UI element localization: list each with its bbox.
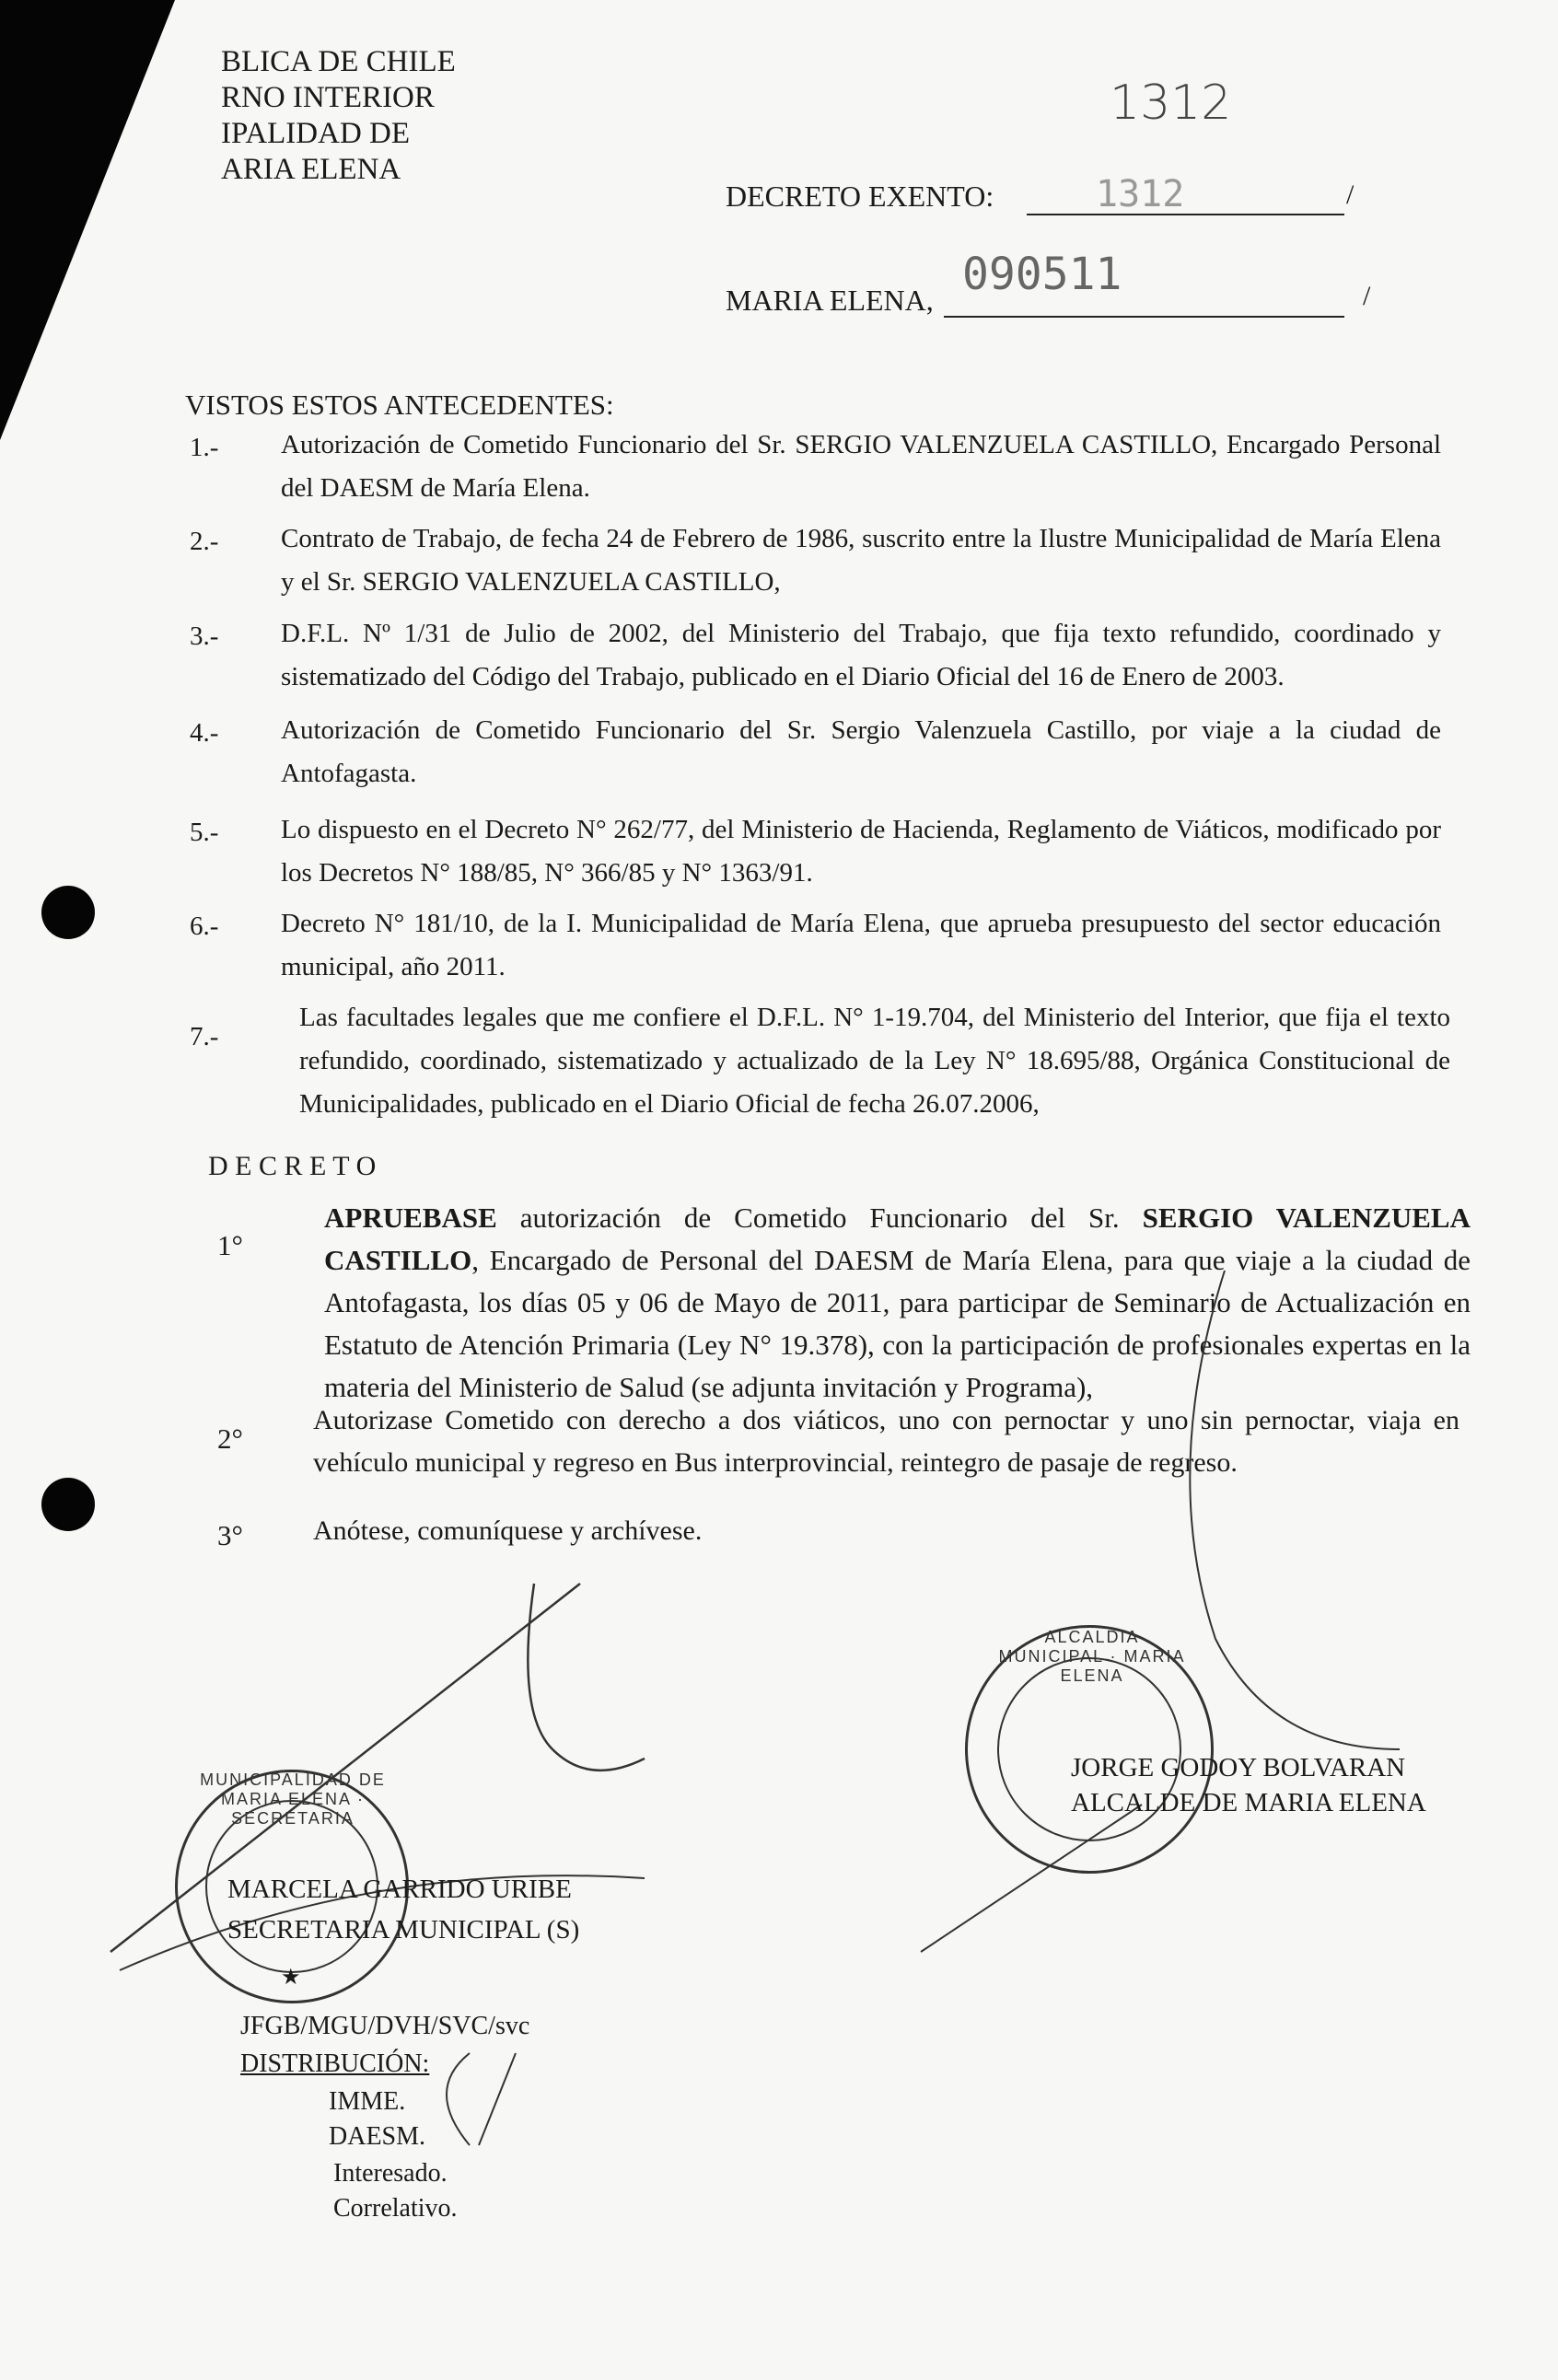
list-item: Contrato de Trabajo, de fecha 24 de Febrero de 1986, suscrito entre la Ilustre Municipalidad de María Elena y el Sr. SERGIO VALENZUELA CASTILLO,: [281, 524, 1441, 597]
distribution-item: Correlativo.: [333, 2194, 458, 2223]
item-number: 4.-: [190, 718, 219, 748]
handwritten-number: 1312: [1110, 75, 1232, 131]
exento-label: DECRETO EXENTO:: [726, 180, 994, 213]
list-item: Lo dispuesto en el Decreto N° 262/77, del Ministerio de Hacienda, Reglamento de Viáticos, modificado por los Decretos N° 188/85, N° 366/85 y N° 1363/91.: [281, 815, 1441, 888]
list-item: D.F.L. Nº 1/31 de Julio de 2002, del Ministerio del Trabajo, que fija texto refundido, coordinado y sistematizado del Código del Trabajo, publicado en el Diario Oficial del 16 de Enero de 2003.: [281, 619, 1441, 691]
decree-number: 2°: [217, 1422, 243, 1455]
stamp-text: ALCALDIA MUNICIPAL · MARIA ELENA: [998, 1628, 1186, 1685]
list-item: Las facultades legales que me confiere el D.F.L. N° 1-19.704, del Ministerio del Interior, que fija el texto refundido, coordinado, sistematizado y actualizado de la Ley N° 18.695/88, Orgánica Constitucional de Municipalidades, publicado en el Diario Oficial de fecha 26.07.2006,: [299, 1003, 1450, 1119]
item-number: 7.-: [190, 1022, 219, 1051]
vistos-title: VISTOS ESTOS ANTECEDENTES:: [185, 389, 614, 421]
decree-article: Autorizase Cometido con derecho a dos viáticos, uno con pernoctar y uno sin pernoctar, viaja en vehículo municipal y regreso en Bus interprovincial, reintegro de pasaje de regreso.: [313, 1405, 1459, 1478]
header-line: IPALIDAD DE: [221, 117, 411, 150]
item-number: 5.-: [190, 818, 219, 847]
article-text: , Encargado de Personal del DAESM de María Elena, para que viaje a la ciudad de Antofagasta, los días 05 y 06 de Mayo de 2011, para participar de Seminario de Actualización en Estatuto de Atención Primaria (Ley N° 19.378), con la participación de profesionales expertas en la materia del Ministerio de Salud (se adjunta invitación y Programa),: [324, 1244, 1471, 1403]
bold-name: SERGIO VALENZUELA CASTILLO: [324, 1202, 1471, 1276]
decree-number: 1°: [217, 1229, 243, 1261]
item-number: 3.-: [190, 621, 219, 651]
decreto-title: D E C R E T O: [208, 1151, 377, 1181]
header-line: BLICA DE CHILE: [221, 45, 456, 78]
header-line: ARIA ELENA: [221, 153, 401, 186]
date-stamp: 090511: [962, 249, 1122, 300]
secretary-name: MARCELA GARRIDO URIBE: [227, 1875, 572, 1904]
list-item: Autorización de Cometido Funcionario del Sr. Sergio Valenzuela Castillo, por viaje a la ciudad de Antofagasta.: [281, 715, 1441, 788]
item-number: 1.-: [190, 433, 219, 462]
decree-number: 3°: [217, 1519, 243, 1551]
list-item: Autorización de Cometido Funcionario del Sr. SERGIO VALENZUELA CASTILLO, Encargado Personal del DAESM de María Elena.: [281, 430, 1441, 503]
article-text: autorización de Cometido Funcionario del Sr.: [496, 1202, 1143, 1234]
list-item: Decreto N° 181/10, de la I. Municipalidad de María Elena, que aprueba presupuesto del sector educación municipal, año 2011.: [281, 909, 1441, 981]
mayor-title: ALCALDE DE MARIA ELENA: [1071, 1788, 1426, 1817]
bold-lead: APRUEBASE: [324, 1202, 497, 1234]
initials: JFGB/MGU/DVH/SVC/svc: [240, 2012, 530, 2040]
distribution-item: Interesado.: [333, 2159, 448, 2188]
decree-article: Anótese, comuníquese y archívese.: [313, 1515, 703, 1546]
item-number: 6.-: [190, 911, 219, 941]
place-label: MARIA ELENA,: [726, 284, 934, 317]
secretary-title: SECRETARIA MUNICIPAL (S): [227, 1915, 580, 1945]
exento-stamp: 1312: [1096, 173, 1185, 215]
distribution-item: IMME.: [329, 2087, 406, 2116]
distribution-item: DAESM.: [329, 2122, 426, 2151]
distribution-label: DISTRIBUCIÓN:: [240, 2049, 430, 2078]
mayor-name: JORGE GODOY BOLVARAN: [1071, 1753, 1406, 1782]
item-number: 2.-: [190, 527, 219, 556]
secretary-stamp: MUNICIPALIDAD DE MARIA ELENA · SECRETARIA ★: [175, 1770, 409, 2003]
header-line: RNO INTERIOR: [221, 81, 435, 114]
stamp-text: MUNICIPALIDAD DE MARIA ELENA · SECRETARIA: [200, 1770, 386, 1828]
